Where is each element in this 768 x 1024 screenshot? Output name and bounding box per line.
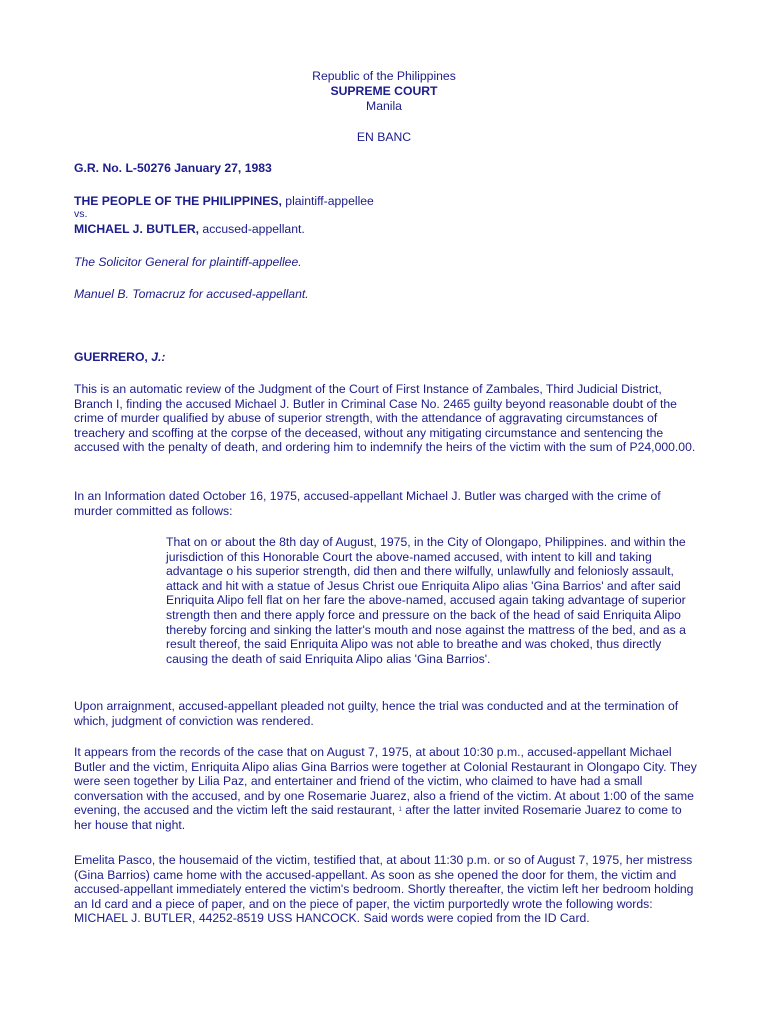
ponente-name: GUERRERO, [74,350,148,364]
accused-line [74,222,702,237]
court-city: Manila [366,99,402,113]
accused-name: MICHAEL J. BUTLER, [74,222,200,236]
footnote-link[interactable]: 1 [398,807,402,814]
republic-line: Republic of the Philippines [312,69,456,83]
counsel-plaintiff: The Solicitor General for plaintiff-appellee. [74,255,302,269]
paragraph-housemaid: Emelita Pasco, the housemaid of the victim, testified that, at about 11:30 p.m. or so of August 7, 1975, her mistress (Gina Barrios) came home with the accused-appellant. As soon as she opened the door for them, the victim and accused-appellant immediately entered the victim's bedroom. Shortly thereafter, the victim left her bedroom holding an Id card and a piece of paper, and on the piece of paper, the victim purportedly wrote the following words: MICHAEL J. BUTLER, 44252-8519 USS HANCOCK. Said words were copied from the ID Card. [74,853,694,926]
versus-label: vs. [74,208,88,220]
facts-text-b: after the latter invited Rosemarie Juarez to come to her house that night. [74,803,682,832]
information-quote: That on or about the 8th day of August, 1975, in the City of Olongapo, Philippines. and within the jurisdiction of this Honorable Court the above-named accused, with intent to kill and taking advantage o his superior strength, did then and there wilfully, unlawfully and feloniosly assault, attack and hit with a statue of Jesus Christ oue Enriquita Alipo alias 'Gina Barrios' and after said Enriquita Alipo fell flat on her fare the above-named, accused again taking advantage of superior strength then and there apply force and pressure on the back of the head of said Enriquita Alipo thereby forcing and sinking the latter's mouth and nose against the mattress of the bed, and as a result thereof, the said Enriquita Alipo was not able to breathe and was choked, thus directly causing the death of said Enriquita Alipo alias 'Gina Barrios'. [166,535,686,666]
paragraph-information: In an Information dated October 16, 1975, accused-appellant Michael J. Butler was charged with the crime of murder committed as follows: [74,489,661,518]
accused-role: accused-appellant. [199,222,305,236]
paragraph-facts [74,745,702,833]
court-name: SUPREME COURT [330,84,438,98]
ponente-suffix: J.: [147,350,166,364]
counsel-accused: Manuel B. Tomacruz for accused-appellant. [74,287,309,301]
ponente-line [74,350,702,365]
paragraph-arraignment: Upon arraignment, accused-appellant pleaded not guilty, hence the trial was conducted and at the termination of which, judgment of conviction was rendered. [74,699,679,728]
division-label: EN BANC [356,130,412,144]
case-number: G.R. No. L-50276 January 27, 1983 [74,161,272,175]
plaintiff-name: THE PEOPLE OF THE PHILIPPINES, [74,194,282,208]
plaintiff-role: plaintiff-appellee [281,194,374,208]
paragraph-review: This is an automatic review of the Judgment of the Court of First Instance of Zambales, Third Judicial District, Branch I, finding the accused Michael J. Butler in Criminal Case No. 2465 guilty beyond reasonable doubt of the crime of murder qualified by abuse of superior strength, with the attendance of aggravating circumstances of treachery and scoffing at the corpse of the deceased, without any mitigating circumstance and sentencing the accused with the penalty of death, and ordering him to indemnify the heirs of the victim with the sum of P24,000.00. [74,382,696,455]
plaintiff-line [74,194,702,209]
facts-text-a: It appears from the records of the case that on August 7, 1975, at about 10:30 p.m., accused-appellant Michael Butler and the victim, Enriquita Alipo alias Gina Barrios were together at Colonial Restaurant in Olongapo City. They were seen together by Lilia Paz, and entertainer and friend of the victim, who claimed to have had a small conversation with the accused, and by one Rosemarie Juarez, also a friend of the victim. At about 1:00 of the same evening, the accused and the victim left the said restaurant, [74,745,697,818]
